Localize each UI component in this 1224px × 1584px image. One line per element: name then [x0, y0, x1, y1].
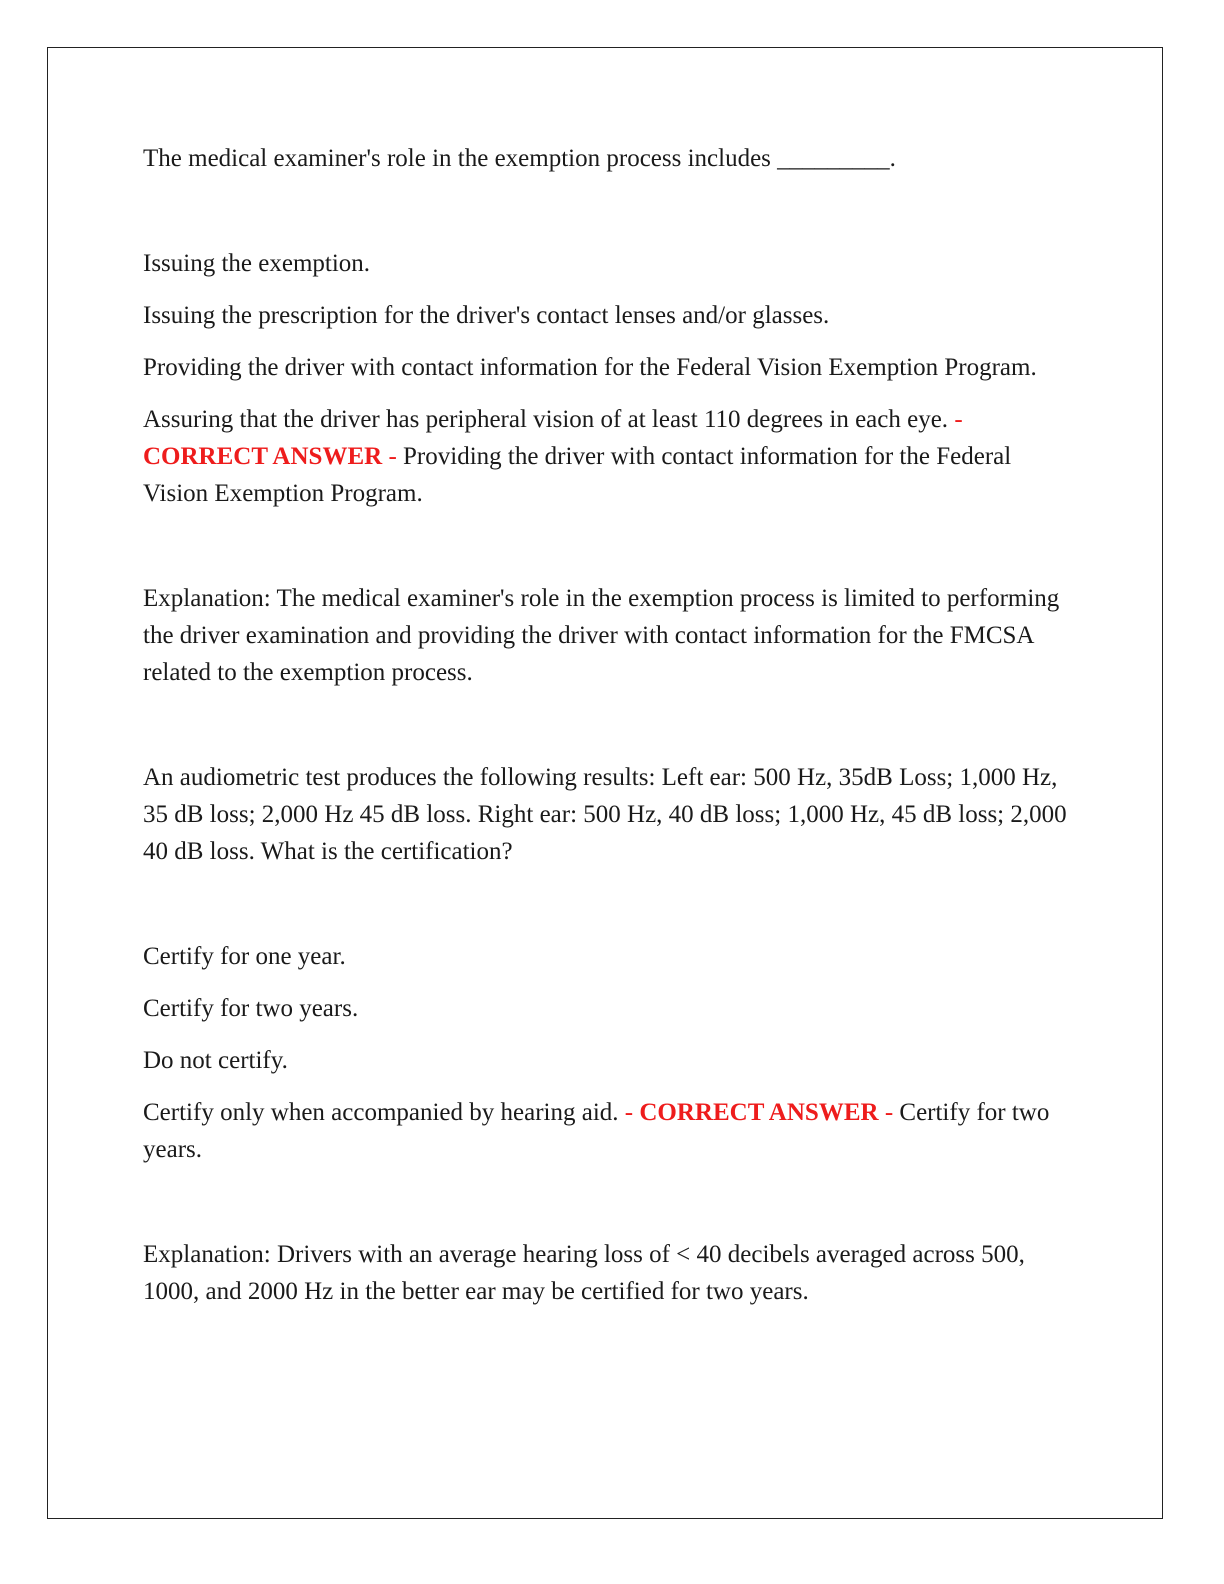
question-2-option-4: Certify only when accompanied by hearing aid. [143, 1099, 619, 1126]
question-2-option-1: Certify for one year. [143, 943, 346, 970]
question-1-explanation: Explanation: The medical examiner's role in the exemption process is limited to performing the driver examination and providing the driver with contact information for the FMCSA related to the exemption process. [143, 585, 1060, 686]
correct-answer-marker: CORRECT ANSWER [143, 443, 383, 470]
document-content [143, 140, 1073, 1378]
question-1: The medical examiner's role in the exemption process includes _________. [143, 145, 896, 172]
question-1-option-3: Providing the driver with contact information for the Federal Vision Exemption Program. [143, 354, 1037, 381]
question-2: An audiometric test produces the following results: Left ear: 500 Hz, 35dB Loss; 1,000 Hz, 35 dB loss; 2,000 Hz 45 dB loss. Right ear: 500 Hz, 40 dB loss; 1,000 Hz, 45 dB loss; 2,000 40 dB loss. What is the certification? [143, 764, 1067, 865]
question-2-option-2: Certify for two years. [143, 995, 359, 1022]
answer-dash-after: - [878, 1099, 900, 1126]
correct-answer-marker: CORRECT ANSWER [639, 1099, 879, 1126]
question-2-option-4-with-answer [143, 1094, 1073, 1168]
answer-dash-before: - [948, 406, 963, 433]
question-2-answer: Certify for two years. [143, 1099, 1050, 1163]
question-2-explanation: Explanation: Drivers with an average hearing loss of < 40 decibels averaged across 500, 1000, and 2000 Hz in the better ear may be certified for two years. [143, 1241, 1025, 1305]
answer-dash-after: - [382, 443, 404, 470]
question-1-option-2: Issuing the prescription for the driver's contact lenses and/or glasses. [143, 302, 830, 329]
question-1-answer: Providing the driver with contact information for the Federal Vision Exemption Program. [143, 443, 1012, 507]
answer-dash-before: - [618, 1099, 634, 1126]
question-1-option-1: Issuing the exemption. [143, 250, 371, 277]
question-1-option-4: Assuring that the driver has peripheral vision of at least 110 degrees in each eye. [143, 406, 949, 433]
question-1-option-4-with-answer [143, 401, 1073, 512]
question-2-option-3: Do not certify. [143, 1047, 288, 1074]
